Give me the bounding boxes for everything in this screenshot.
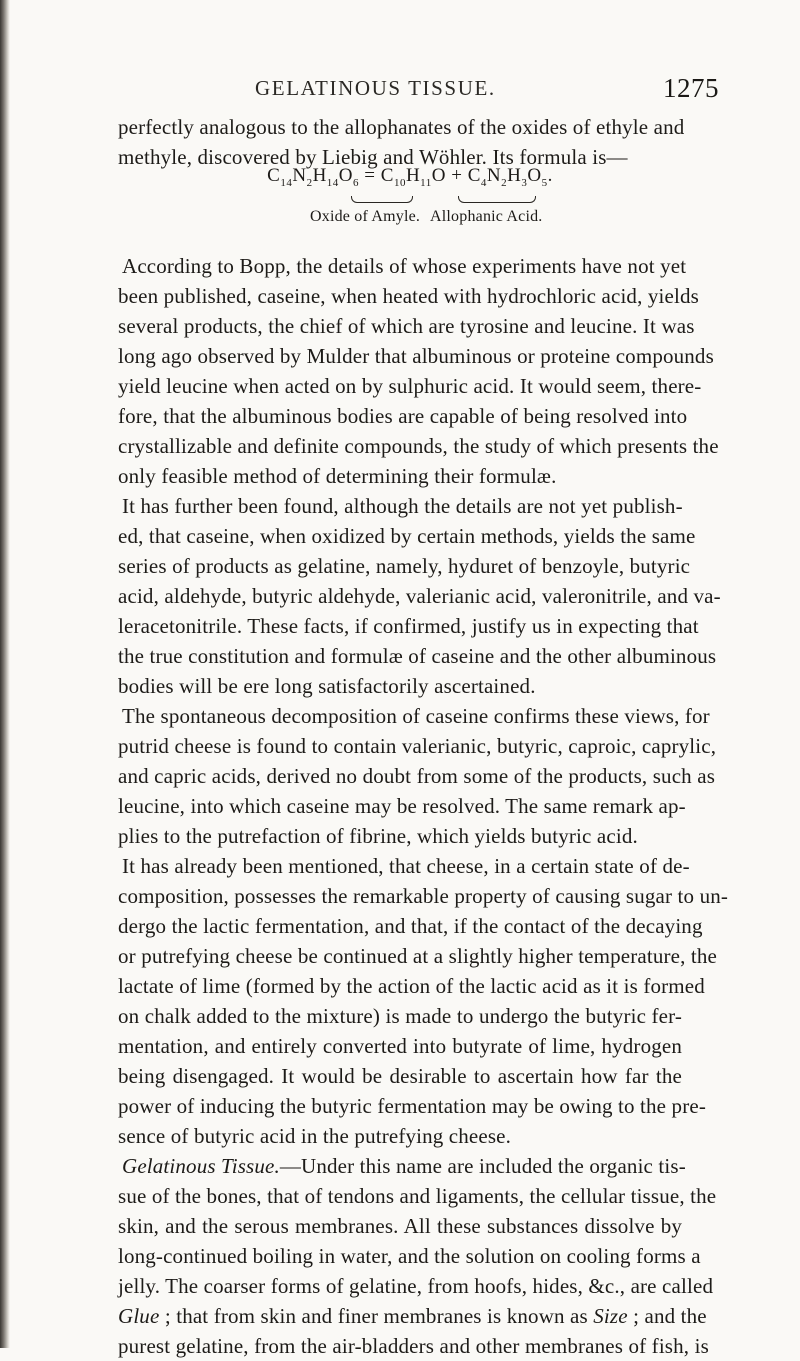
text-line: crystallizable and definite compounds, the study of which presents the bbox=[118, 434, 719, 458]
text-line: power of inducing the butyric fermentation may be owing to the pre- bbox=[118, 1094, 706, 1118]
text-line: bodies will be ere long satisfactorily ascertained. bbox=[118, 674, 536, 698]
text-line: purest gelatine, from the air-bladders and other membranes of fish, is bbox=[118, 1334, 709, 1358]
formula-term-oxide-of-amyle: $C_{10}H_{11}O$ bbox=[380, 165, 446, 189]
text-line: According to Bopp, the details of whose experiments have not yet bbox=[122, 254, 687, 278]
page-number: 1275 bbox=[663, 73, 719, 103]
text-line: leracetonitrile. These facts, if confirmed, justify us in expecting that bbox=[118, 614, 699, 638]
underbrace-allophanic-acid bbox=[458, 196, 536, 203]
formula-lhs: $C_{14}N_2H_{14}O_6$ bbox=[267, 165, 360, 189]
text-line: long ago observed by Mulder that albuminous or proteine compounds bbox=[118, 344, 714, 368]
text-line: several products, the chief of which are tyrosine and leucine. It was bbox=[118, 314, 695, 338]
formula-label-allophanic-acid: Allophanic Acid. bbox=[430, 208, 543, 225]
text-line: Glue ; that from skin and finer membranes is known as Size ; and the bbox=[118, 1304, 707, 1328]
text-line: composition, possesses the remarkable property of causing sugar to un- bbox=[118, 884, 729, 908]
text-line: series of products as gelatine, namely, hyduret of benzoyle, butyric bbox=[118, 554, 691, 578]
text-line: on chalk added to the mixture) is made to undergo the butyric fer- bbox=[118, 1004, 682, 1028]
formula-equation bbox=[220, 165, 600, 189]
text-line: fore, that the albuminous bodies are capable of being resolved into bbox=[118, 404, 688, 428]
text-line: plies to the putrefaction of fibrine, which yields butyric acid. bbox=[118, 824, 638, 848]
text-line: acid, aldehyde, butyric aldehyde, valerianic acid, valeronitrile, and va- bbox=[118, 584, 721, 608]
text-line: and capric acids, derived no doubt from some of the products, such as bbox=[118, 764, 716, 788]
text-line: only feasible method of determining their formulæ. bbox=[118, 464, 557, 488]
text-line: putrid cheese is found to contain valerianic, butyric, caproic, caprylic, bbox=[118, 734, 717, 758]
text-line: or putrefying cheese be continued at a slightly higher temperature, the bbox=[118, 944, 718, 968]
text-line: mentation, and entirely converted into butyrate of lime, hydrogen bbox=[118, 1034, 682, 1058]
text-line: methyle, discovered by Liebig and Wöhler. Its formula is— bbox=[118, 145, 628, 169]
formula-label-oxide-of-amyle: Oxide of Amyle. bbox=[310, 208, 421, 225]
formula-term-allophanic-acid: $C_4N_2H_3O_5$. bbox=[467, 165, 553, 189]
formula-equals: = bbox=[364, 165, 376, 186]
text-line: sence of butyric acid in the putrefying cheese. bbox=[118, 1124, 512, 1148]
formula-plus: + bbox=[451, 165, 463, 186]
running-head: GELATINOUS TISSUE. bbox=[255, 76, 496, 100]
text-line: The spontaneous decomposition of caseine confirms these views, for bbox=[122, 704, 710, 728]
text-line: been published, caseine, when heated with hydrochloric acid, yields bbox=[118, 284, 699, 308]
text-line: It has already been mentioned, that cheese, in a certain state of de- bbox=[122, 854, 690, 878]
text-line: dergo the lactic fermentation, and that, if the contact of the decaying bbox=[118, 914, 703, 938]
text-line: jelly. The coarser forms of gelatine, from hoofs, hides, &c., are called bbox=[118, 1274, 714, 1298]
text-line: being disengaged. It would be desirable to ascertain how far the bbox=[118, 1064, 682, 1088]
text-line: the true constitution and formulæ of caseine and the other albuminous bbox=[118, 644, 717, 668]
text-line: perfectly analogous to the allophanates of the oxides of ethyle and bbox=[118, 115, 685, 139]
text-line: leucine, into which caseine may be resolved. The same remark ap- bbox=[118, 794, 686, 818]
text-line: yield leucine when acted on by sulphuric acid. It would seem, there- bbox=[118, 374, 702, 398]
text-line: ed, that caseine, when oxidized by certain methods, yields the same bbox=[118, 524, 696, 548]
text-line: long-continued boiling in water, and the solution on cooling forms a bbox=[118, 1244, 701, 1268]
text-line: skin, and the serous membranes. All these substances dissolve by bbox=[118, 1214, 682, 1238]
text-line: lactate of lime (formed by the action of the lactic acid as it is formed bbox=[118, 974, 705, 998]
text-line: It has further been found, although the details are not yet publish- bbox=[122, 494, 683, 518]
underbrace-oxide-of-amyle bbox=[351, 196, 413, 203]
chemical-formula bbox=[220, 165, 600, 235]
text-line: Gelatinous Tissue.—Under this name are included the organic tis- bbox=[122, 1154, 686, 1178]
text-line: sue of the bones, that of tendons and ligaments, the cellular tissue, the bbox=[118, 1184, 717, 1208]
